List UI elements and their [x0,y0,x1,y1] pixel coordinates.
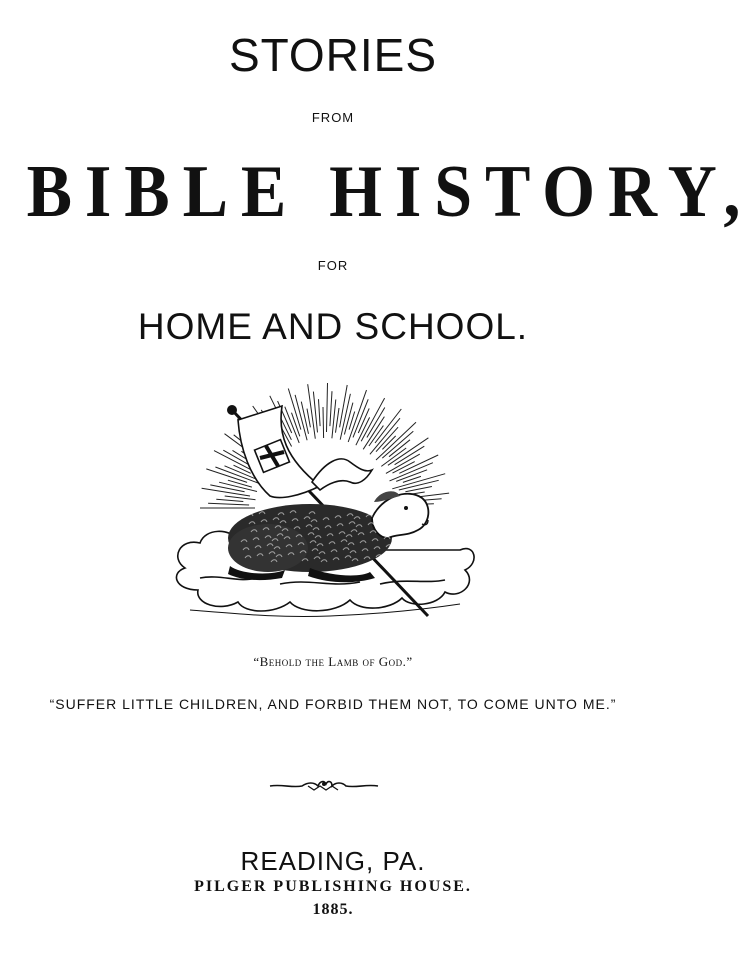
scripture-quote: “SUFFER LITTLE CHILDREN, AND FORBID THEM NOT, TO COME UNTO ME.” [49,696,617,712]
imprint-place: READING, PA. [240,846,426,876]
connector-for: FOR [317,258,349,273]
glory-ray [301,402,308,434]
illustration-caption: “Behold the Lamb of God.” [253,654,413,669]
glory-ray [319,399,321,426]
lamb-illustration [160,378,490,646]
glory-ray [327,383,328,432]
glory-ray [202,488,250,496]
fleece-curl [240,511,246,513]
decorative-flourish-icon [268,778,380,794]
glory-ray [234,465,251,473]
glory-ray [340,385,348,427]
glory-ray [228,480,252,487]
glory-ray [356,417,370,445]
glory-ray [348,390,366,442]
main-title: BIBLE HISTORY, [26,151,753,233]
glory-ray [363,417,384,450]
glory-ray [323,407,324,438]
staff-finial [227,405,237,415]
glory-ray [307,409,310,428]
glory-ray [344,403,353,435]
glory-ray [330,391,332,426]
connector-from: FROM [311,110,355,125]
imprint-publisher: PILGER PUBLISHING HOUSE. [194,878,472,895]
imprint-year: 1885. [312,901,354,918]
subtitle: HOME AND SCHOOL. [137,306,529,347]
title-line-stories: STORIES [228,29,438,81]
glory-ray [336,408,340,433]
glory-ray [216,499,243,501]
glory-ray [225,496,256,500]
glory-ray [308,384,316,439]
glory-ray [389,440,410,457]
glory-ray [208,503,249,505]
